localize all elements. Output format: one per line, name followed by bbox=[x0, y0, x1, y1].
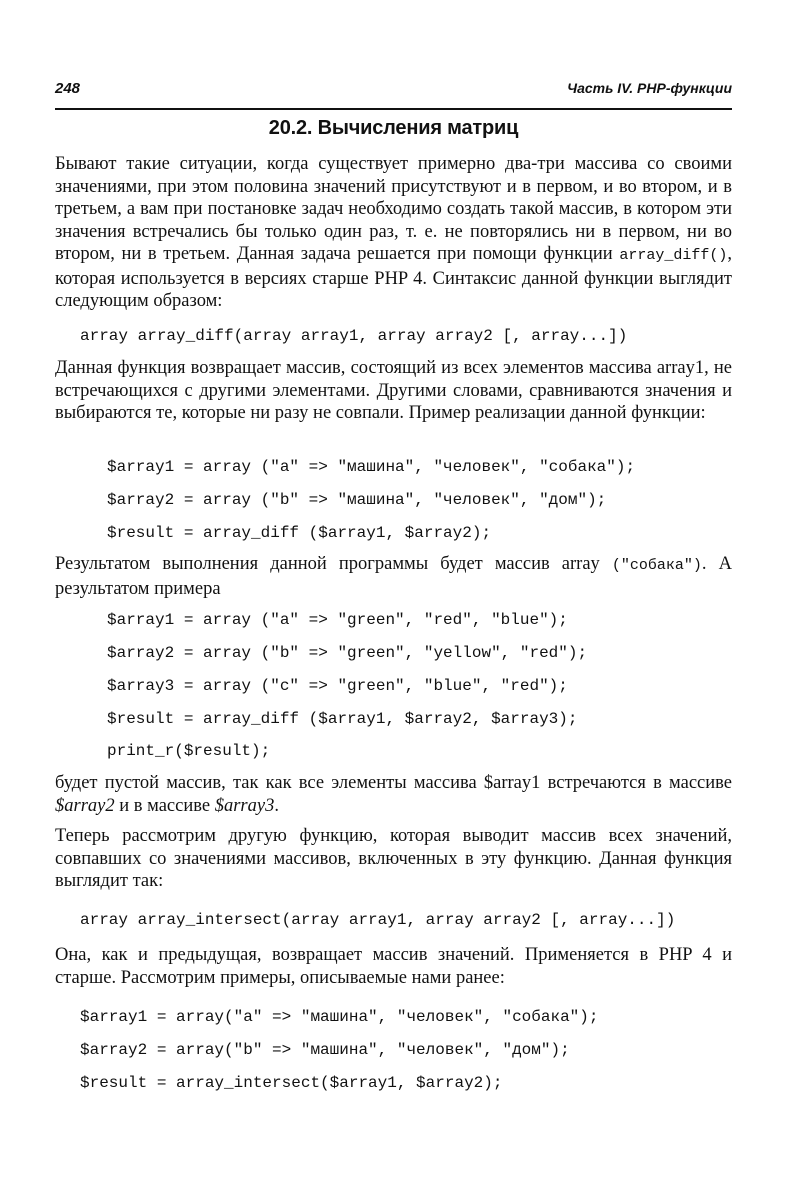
intro-text-before: Бывают такие ситуации, когда существует примерно два-три массива со своими значениями, при этом половина значений присутствуют и в первом, и во втором, и в третьем, а вам при постановке задач необходимо создать такой массив, в котором эти значения встречались бы только один раз, т. е. не повторялись ни в первом, ни во втором, ни в третьем. Данная задача решается при помощи функции bbox=[55, 154, 732, 264]
var-array3: $array3 bbox=[214, 795, 275, 816]
var-array2: $array2 bbox=[55, 795, 115, 816]
result-paragraph-2 bbox=[55, 772, 732, 817]
syntax-array-diff: array array_diff(array array1, array array2 [, array...]) bbox=[80, 327, 628, 345]
header-divider bbox=[55, 108, 732, 110]
code-line: $result = array_diff ($array1, $array2, $array3); bbox=[107, 710, 578, 728]
result2-text-before: будет пустой массив, так как все элементы массива $array1 встречаются в массиве bbox=[55, 773, 732, 793]
code-line: $array2 = array("b" => "машина", "человек", "дом"); bbox=[80, 1041, 570, 1059]
page-number: 248 bbox=[55, 80, 81, 97]
code-line: $array2 = array ("b" => "green", "yellow", "red"); bbox=[107, 644, 588, 662]
result1-text-before: Результатом выполнения данной программы будет массив array bbox=[55, 554, 612, 574]
part-title: Часть IV. PHP-функции bbox=[567, 80, 732, 96]
intro-text-after: , которая используется в версиях старше PHP 4. Синтаксис данной функции выглядит следующим образом: bbox=[55, 244, 732, 311]
code-line: $array1 = array ("a" => "green", "red", "blue"); bbox=[107, 611, 568, 629]
result2-text-middle: и в массиве bbox=[114, 795, 215, 816]
intro-paragraph bbox=[55, 153, 732, 313]
code-line: print_r($result); bbox=[107, 742, 271, 760]
intersect-intro-paragraph: Теперь рассмотрим другую функцию, которая выводит массив всех значений, совпавших со значениями массивов, включенных в эту функцию. Данная функция выглядит так: bbox=[55, 826, 732, 891]
code-line: $array1 = array ("a" => "машина", "человек", "собака"); bbox=[107, 458, 636, 476]
result-paragraph-1 bbox=[55, 553, 732, 600]
intersect-description-paragraph: Она, как и предыдущая, возвращает массив значений. Применяется в PHP 4 и старше. Рассмотрим примеры, описываемые нами ранее: bbox=[55, 945, 732, 988]
syntax-array-intersect: array array_intersect(array array1, array array2 [, array...]) bbox=[80, 911, 676, 929]
result1-text-after: . А результатом примера bbox=[55, 554, 732, 599]
running-header bbox=[55, 80, 732, 102]
code-line: $array2 = array ("b" => "машина", "человек", "дом"); bbox=[107, 491, 607, 509]
function-name-array-diff: array_diff() bbox=[619, 247, 728, 264]
book-page bbox=[55, 0, 732, 1200]
result1-array-value: ("собака") bbox=[611, 557, 702, 574]
diff-description-paragraph: Данная функция возвращает массив, состоящий из всех элементов массива array1, не встречающихся с другими элементами. Другими словами, сравниваются значения и выбираются те, которые ни разу не совпали. Пример реализации данной функции: bbox=[55, 358, 732, 423]
result2-text-after: . bbox=[274, 795, 279, 816]
code-line: $array3 = array ("c" => "green", "blue", "red"); bbox=[107, 677, 568, 695]
code-line: $array1 = array("a" => "машина", "человек", "собака"); bbox=[80, 1008, 599, 1026]
section-title: 20.2. Вычисления матриц bbox=[268, 117, 519, 139]
code-line: $result = array_diff ($array1, $array2); bbox=[107, 524, 492, 542]
code-line: $result = array_intersect($array1, $array2); bbox=[80, 1074, 503, 1092]
